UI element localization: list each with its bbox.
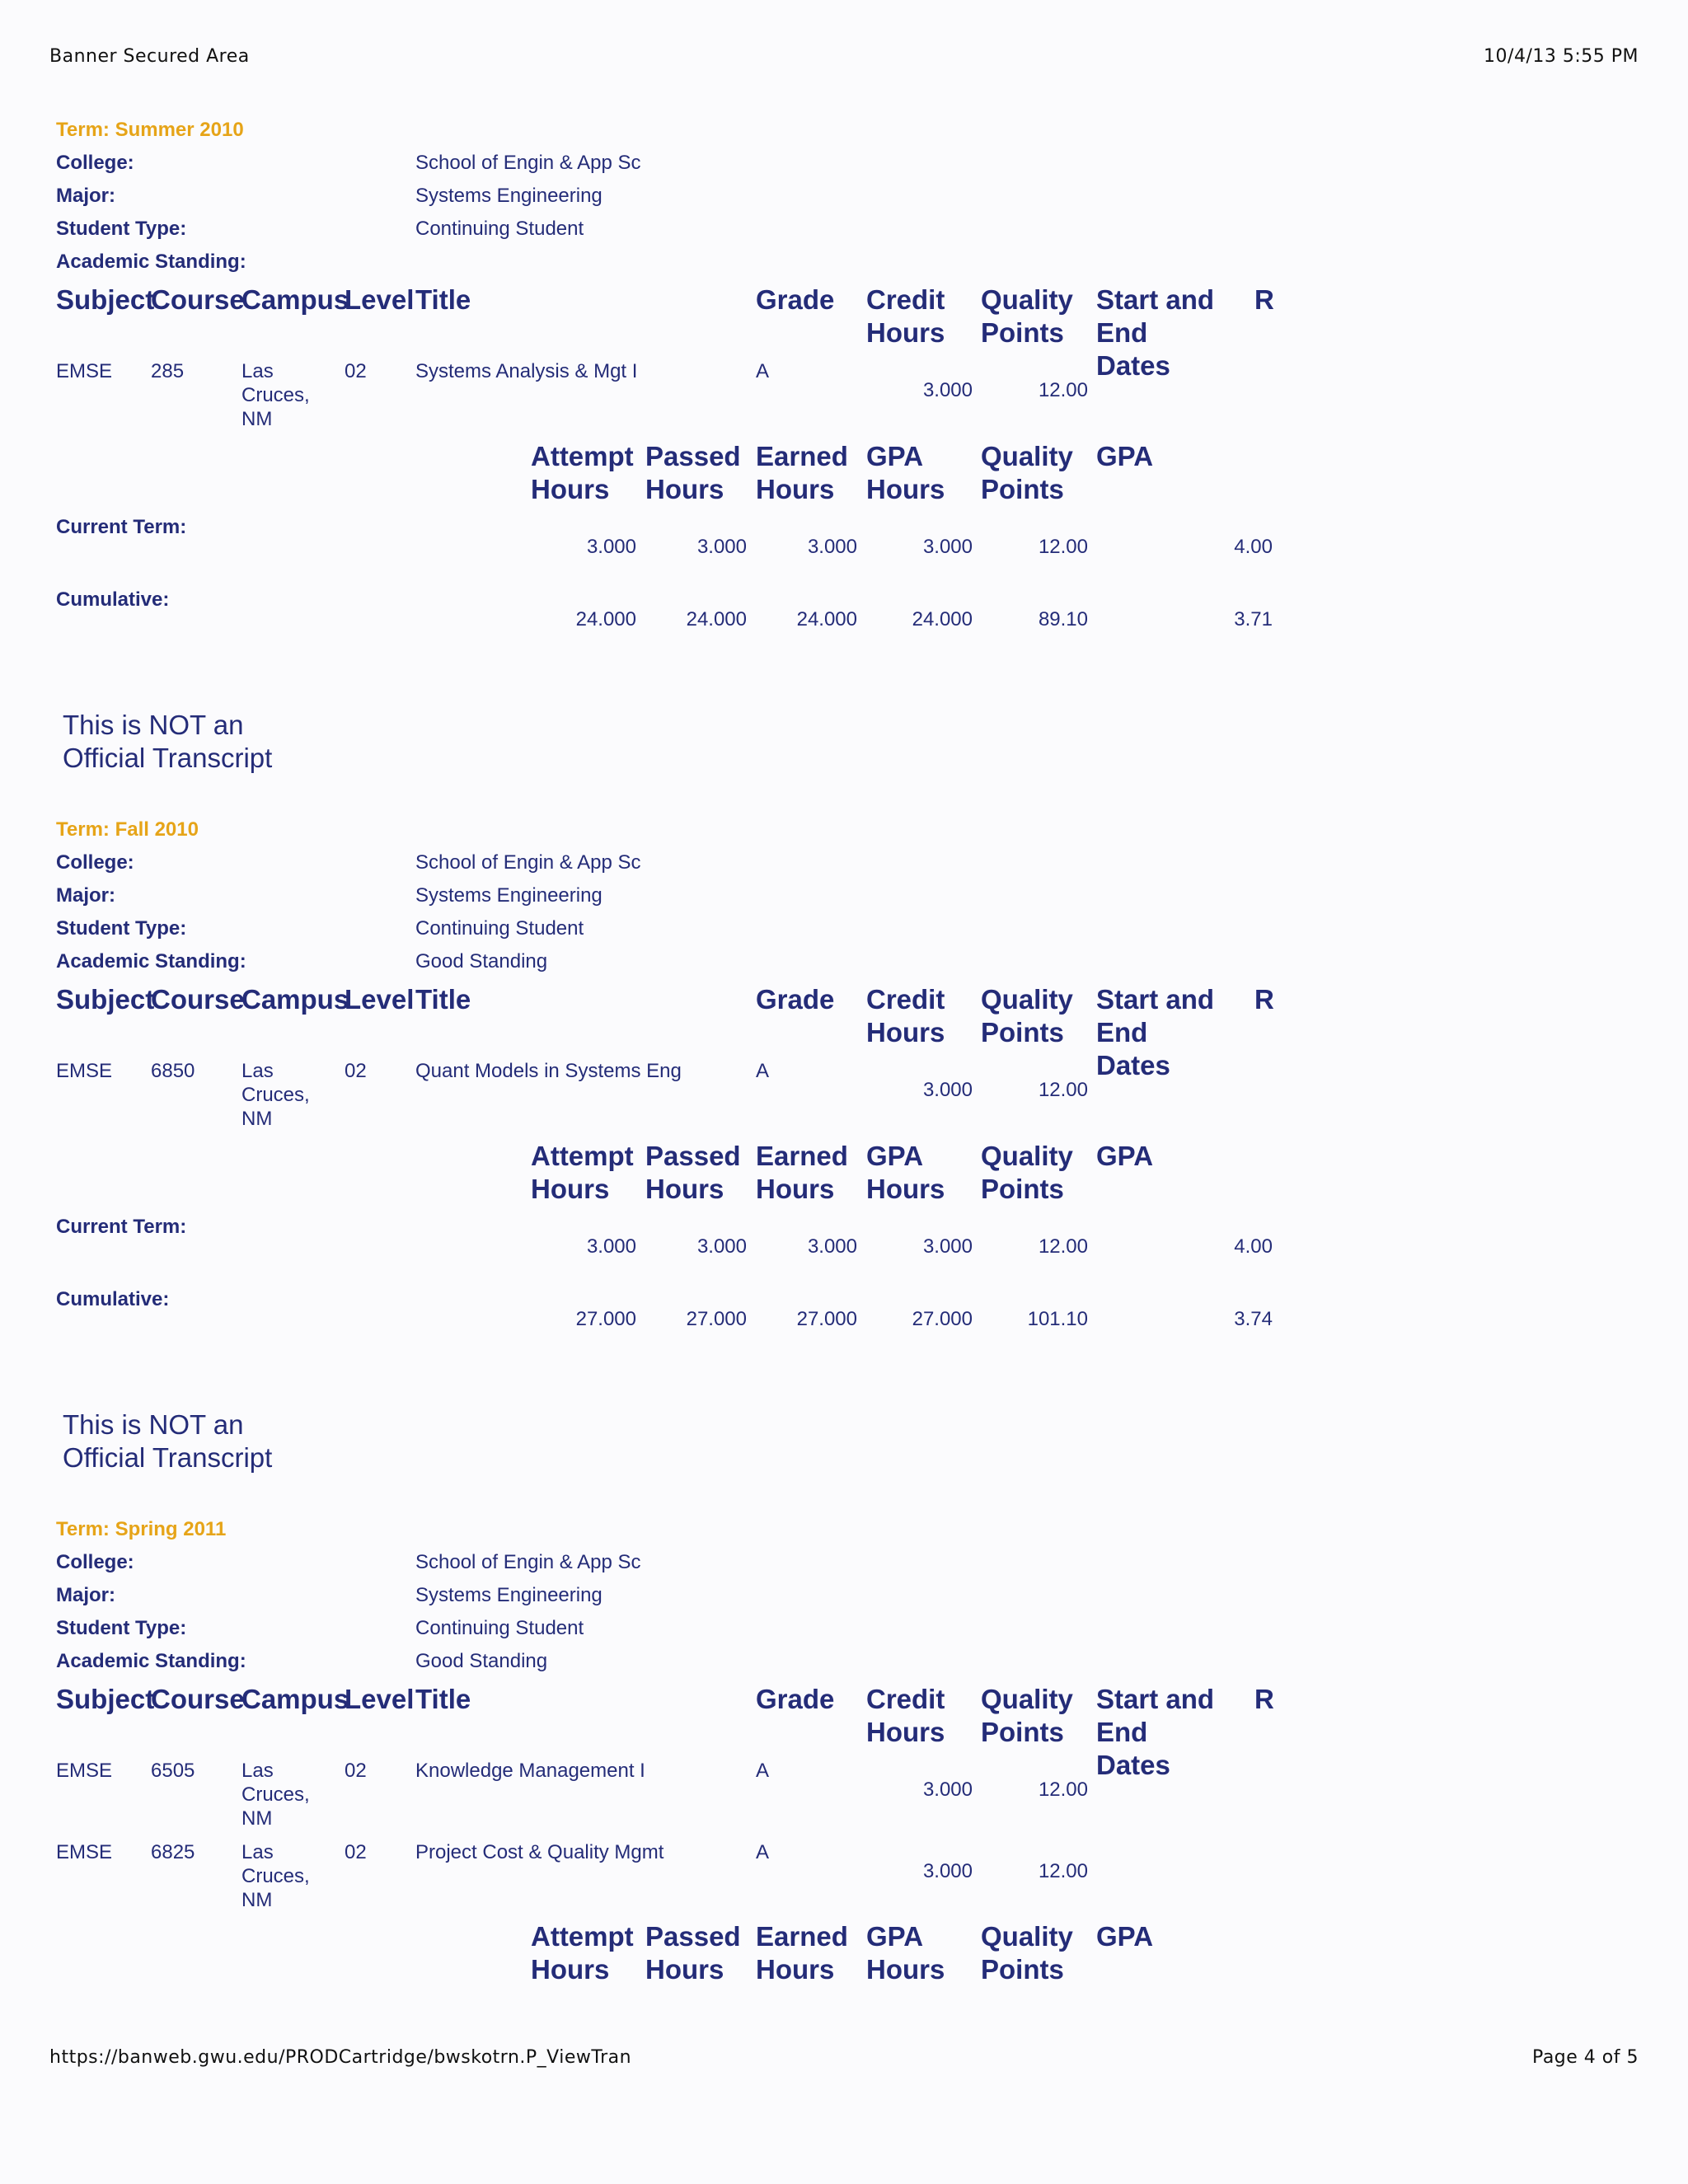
col-subject: Subject [56,984,155,1015]
cell-quality-points: 12.00 [1038,1860,1088,1882]
current-term-label: Current Term: [56,1216,187,1238]
current-attempt: 3.000 [586,1235,636,1258]
academic-standing-label: Academic Standing: [56,950,246,972]
page-number: Page 4 of 5 [1532,2047,1639,2068]
student-type-value: Continuing Student [415,917,584,940]
cell-quality-points: 12.00 [1038,1079,1088,1101]
term-section [0,119,1688,778]
cell-level: 02 [345,1060,367,1082]
sum-col-earned-hours: Earned Hours [756,441,848,504]
browser-header-timestamp: 10/4/13 5:55 PM [1484,46,1639,67]
term-title: Term: Fall 2010 [56,818,199,841]
cell-title: Quant Models in Systems Eng [415,1060,682,1082]
cell-subject: EMSE [56,1060,113,1082]
cumulative-passed: 24.000 [686,608,747,630]
cell-campus: Las Cruces, NM [241,360,310,430]
col-quality-points: Quality Points [981,284,1073,348]
academic-standing-label: Academic Standing: [56,251,246,273]
cell-grade: A [756,1760,770,1782]
cumulative-gpa: 3.71 [1234,608,1273,630]
college-value: School of Engin & App Sc [415,851,641,874]
cumulative-earned: 24.000 [796,608,857,630]
col-credit-hours: Credit Hours [866,1684,945,1747]
col-course: Course [151,1684,245,1714]
col-r: R [1254,284,1274,315]
col-course: Course [151,284,245,315]
sum-col-passed-hours: Passed Hours [645,1921,741,1985]
col-grade: Grade [756,1684,835,1714]
col-grade: Grade [756,284,835,315]
cell-level: 02 [345,360,367,382]
academic-standing-value: Good Standing [415,1650,548,1672]
col-campus: Campus [241,1684,349,1714]
col-level: Level [345,284,415,315]
cumulative-label: Cumulative: [56,588,170,611]
col-credit-hours: Credit Hours [866,984,945,1047]
cumulative-gpa-hours: 24.000 [912,608,973,630]
browser-header-title: Banner Secured Area [49,46,250,67]
cell-quality-points: 12.00 [1038,1779,1088,1801]
major-value: Systems Engineering [415,1584,603,1606]
cell-subject: EMSE [56,360,113,382]
term-title: Term: Spring 2011 [56,1518,227,1540]
cumulative-quality-points: 101.10 [1027,1308,1088,1330]
col-level: Level [345,984,415,1015]
cell-campus: Las Cruces, NM [241,1760,310,1830]
unofficial-transcript-notice: This is NOT an Official Transcript [63,710,273,773]
cell-level: 02 [345,1841,367,1863]
browser-footer-url: https://banweb.gwu.edu/PRODCartridge/bwskotrn.P_ViewTran [49,2047,632,2068]
college-label: College: [56,1551,134,1573]
term-title: Term: Summer 2010 [56,119,244,141]
cell-level: 02 [345,1760,367,1782]
cell-subject: EMSE [56,1841,113,1863]
current-quality-points: 12.00 [1038,536,1088,558]
sum-col-gpa: GPA [1096,441,1154,471]
sum-col-attempt-hours: Attempt Hours [531,1141,634,1204]
cumulative-passed: 27.000 [686,1308,747,1330]
col-r: R [1254,984,1274,1015]
sum-col-earned-hours: Earned Hours [756,1141,848,1204]
college-value: School of Engin & App Sc [415,1551,641,1573]
cell-title: Systems Analysis & Mgt I [415,360,638,382]
current-attempt: 3.000 [586,536,636,558]
current-passed: 3.000 [696,1235,747,1258]
sum-col-quality-points: Quality Points [981,1141,1073,1204]
sum-col-gpa: GPA [1096,1921,1154,1952]
sum-col-quality-points: Quality Points [981,441,1073,504]
col-start-end-dates: Start and End Dates [1096,984,1215,1080]
col-campus: Campus [241,984,349,1015]
cell-course: 285 [151,360,185,382]
sum-col-gpa-hours: GPA Hours [866,1141,945,1204]
col-title: Title [415,284,471,315]
col-grade: Grade [756,984,835,1015]
term-section [0,1518,1688,2013]
sum-col-passed-hours: Passed Hours [645,1141,741,1204]
sum-col-attempt-hours: Attempt Hours [531,1921,634,1985]
current-quality-points: 12.00 [1038,1235,1088,1258]
col-start-end-dates: Start and End Dates [1096,284,1215,381]
cumulative-quality-points: 89.10 [1038,608,1088,630]
col-level: Level [345,1684,415,1714]
sum-col-passed-hours: Passed Hours [645,441,741,504]
cumulative-attempt: 24.000 [575,608,636,630]
cell-campus: Las Cruces, NM [241,1841,310,1911]
unofficial-transcript-notice: This is NOT an Official Transcript [63,1409,273,1473]
col-title: Title [415,1684,471,1714]
col-r: R [1254,1684,1274,1714]
current-gpa-hours: 3.000 [922,1235,973,1258]
student-type-label: Student Type: [56,218,187,240]
cell-course: 6505 [151,1760,195,1782]
cumulative-attempt: 27.000 [575,1308,636,1330]
current-earned: 3.000 [807,1235,857,1258]
cell-credit-hours: 3.000 [922,1860,973,1882]
current-term-label: Current Term: [56,516,187,538]
col-quality-points: Quality Points [981,984,1073,1047]
major-label: Major: [56,185,115,207]
current-gpa-hours: 3.000 [922,536,973,558]
cell-credit-hours: 3.000 [922,1779,973,1801]
col-credit-hours: Credit Hours [866,284,945,348]
col-subject: Subject [56,284,155,315]
col-start-end-dates: Start and End Dates [1096,1684,1215,1780]
cell-credit-hours: 3.000 [922,379,973,401]
cumulative-earned: 27.000 [796,1308,857,1330]
major-value: Systems Engineering [415,185,603,207]
cumulative-gpa: 3.74 [1234,1308,1273,1330]
sum-col-gpa-hours: GPA Hours [866,1921,945,1985]
cell-course: 6850 [151,1060,195,1082]
sum-col-gpa-hours: GPA Hours [866,441,945,504]
college-label: College: [56,851,134,874]
cell-credit-hours: 3.000 [922,1079,973,1101]
student-type-label: Student Type: [56,1617,187,1639]
current-passed: 3.000 [696,536,747,558]
sum-col-earned-hours: Earned Hours [756,1921,848,1985]
cumulative-gpa-hours: 27.000 [912,1308,973,1330]
col-subject: Subject [56,1684,155,1714]
academic-standing-value: Good Standing [415,950,548,972]
cell-subject: EMSE [56,1760,113,1782]
cell-course: 6825 [151,1841,195,1863]
cell-grade: A [756,1060,770,1082]
cell-grade: A [756,360,770,382]
current-earned: 3.000 [807,536,857,558]
college-label: College: [56,152,134,174]
cell-title: Knowledge Management I [415,1760,645,1782]
current-gpa: 4.00 [1234,536,1273,558]
student-type-value: Continuing Student [415,218,584,240]
cell-title: Project Cost & Quality Mgmt [415,1841,664,1863]
academic-standing-label: Academic Standing: [56,1650,246,1672]
sum-col-gpa: GPA [1096,1141,1154,1171]
term-section [0,818,1688,1478]
cell-campus: Las Cruces, NM [241,1060,310,1130]
student-type-label: Student Type: [56,917,187,940]
cell-quality-points: 12.00 [1038,379,1088,401]
col-course: Course [151,984,245,1015]
current-gpa: 4.00 [1234,1235,1273,1258]
sum-col-attempt-hours: Attempt Hours [531,441,634,504]
sum-col-quality-points: Quality Points [981,1921,1073,1985]
cell-grade: A [756,1841,770,1863]
student-type-value: Continuing Student [415,1617,584,1639]
col-quality-points: Quality Points [981,1684,1073,1747]
cumulative-label: Cumulative: [56,1288,170,1310]
major-label: Major: [56,1584,115,1606]
col-title: Title [415,984,471,1015]
col-campus: Campus [241,284,349,315]
college-value: School of Engin & App Sc [415,152,641,174]
major-label: Major: [56,884,115,907]
major-value: Systems Engineering [415,884,603,907]
